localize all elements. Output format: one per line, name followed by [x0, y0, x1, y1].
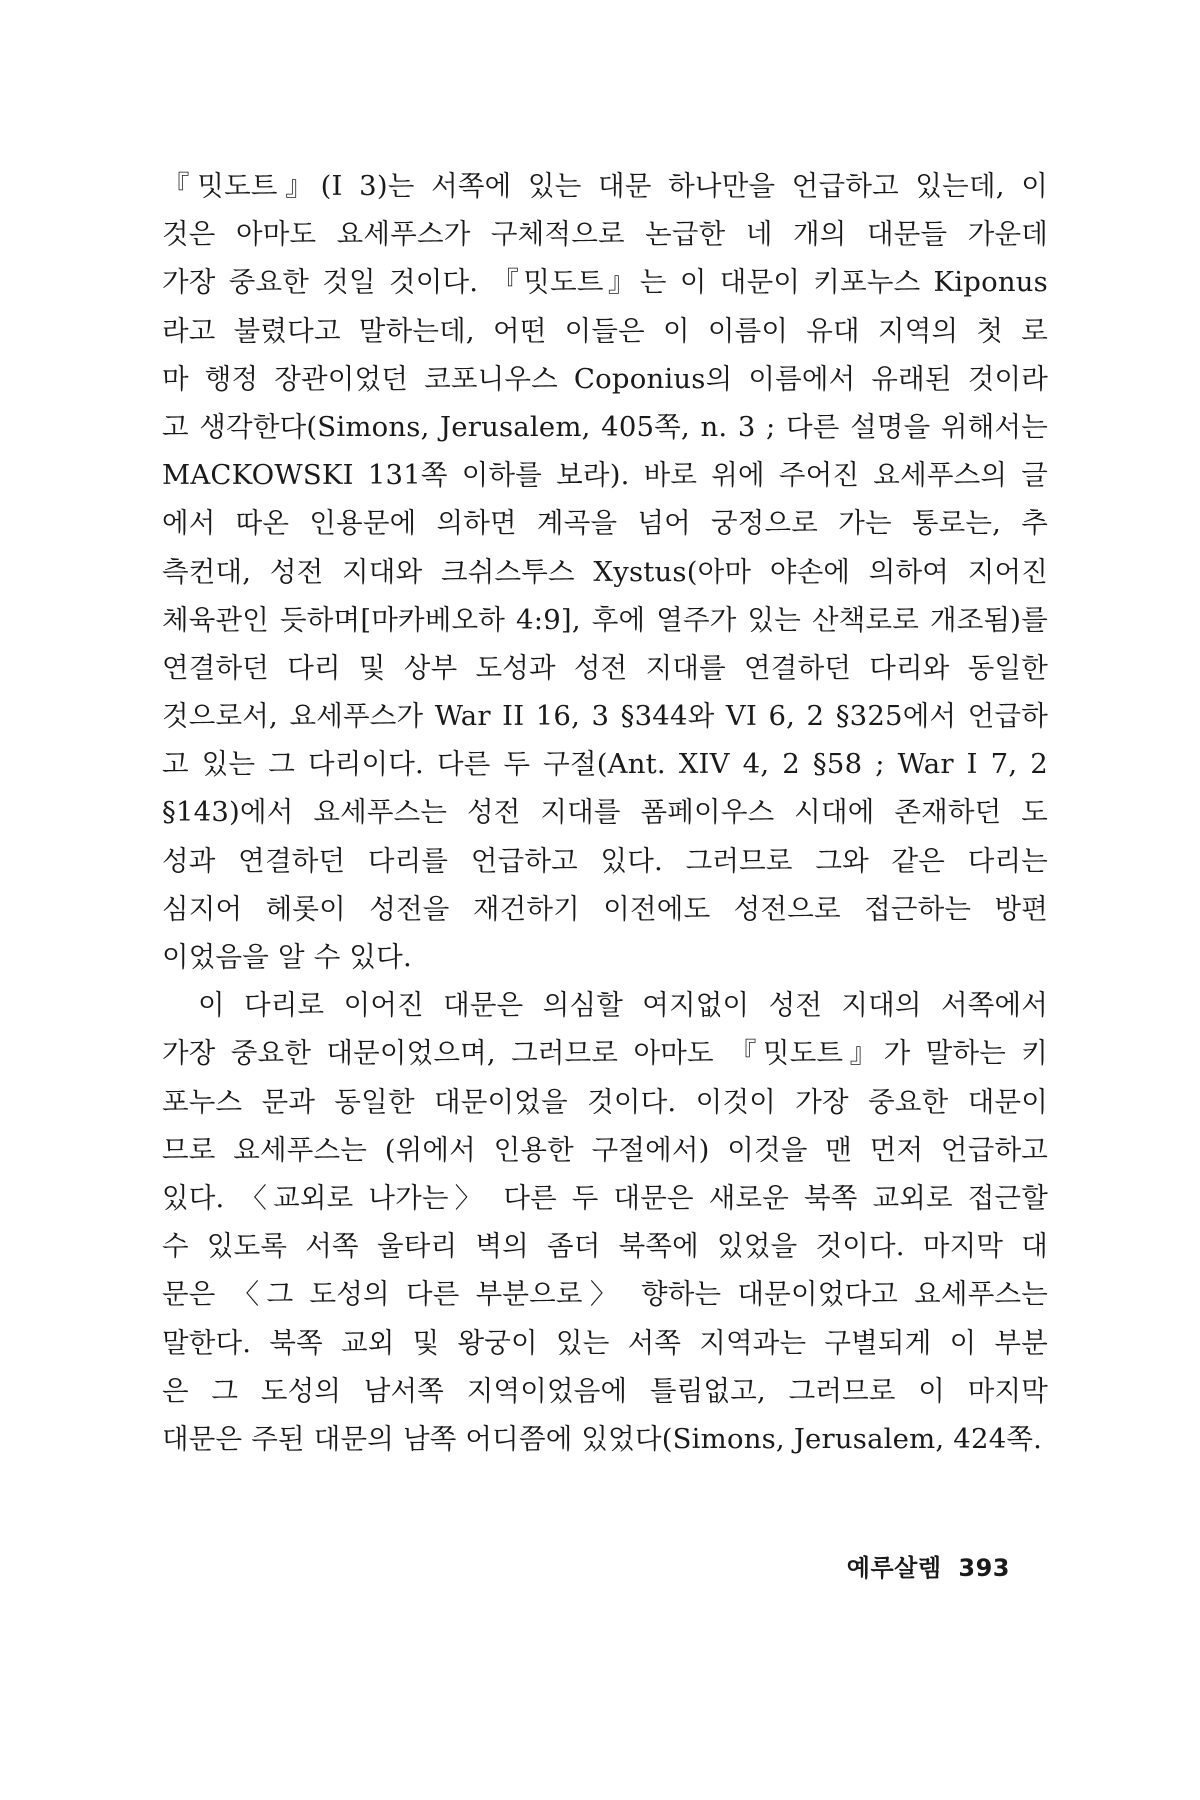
text-line: 문은 〈그 도성의 다른 부분으로〉 향하는 대문이었다고 요세푸스는 [162, 1278, 1048, 1311]
text-line: 은 그 도성의 남서쪽 지역이었음에 틀림없고, 그러므로 이 마지막 [162, 1374, 1048, 1407]
text-line: 체육관인 듯하며[마카베오하 4:9], 후에 열주가 있는 산책로로 개조됨)를 [162, 603, 1048, 636]
text-line: 마 행정 장관이었던 코포니우스 Coponius의 이름에서 유래된 것이라 [162, 362, 1048, 395]
text-line: 포누스 문과 동일한 대문이었을 것이다. 이것이 가장 중요한 대문이 [162, 1085, 1048, 1118]
text-line: 이 다리로 이어진 대문은 의심할 여지없이 성전 지대의 서쪽에서 [198, 989, 1048, 1022]
text-line: 말한다. 북쪽 교외 및 왕궁이 있는 서쪽 지역과는 구별되게 이 부분 [162, 1326, 1048, 1359]
text-line: 대문은 주된 대문의 남쪽 어디쯤에 있었다(Simons, Jerusalem, 424쪽. [162, 1422, 1043, 1455]
text-line: 성과 연결하던 다리를 언급하고 있다. 그러므로 그와 같은 다리는 [162, 844, 1048, 877]
paragraph [162, 981, 1048, 1463]
text-line: 것으로서, 요세푸스가 War II 16, 3 §344와 VI 6, 2 §325에서 언급하 [162, 700, 1048, 733]
body-text [162, 162, 1048, 1463]
paragraph [162, 162, 1048, 981]
text-line: 에서 따온 인용문에 의하면 계곡을 넘어 궁정으로 가는 통로는, 추 [162, 507, 1048, 540]
text-line: 고 생각한다(Simons, Jerusalem, 405쪽, n. 3 ; 다른 설명을 위해서는 [162, 410, 1048, 443]
text-line: 가장 중요한 대문이었으며, 그러므로 아마도 『밋도트』가 말하는 키 [162, 1037, 1048, 1070]
text-line: MACKOWSKI 131쪽 이하를 보라). 바로 위에 주어진 요세푸스의 글 [162, 459, 1048, 492]
text-line: 『밋도트』(I 3)는 서쪽에 있는 대문 하나만을 언급하고 있는데, 이 [162, 170, 1048, 202]
text-line: 심지어 헤롯이 성전을 재건하기 이전에도 성전으로 접근하는 방편 [162, 892, 1048, 925]
text-line: §143)에서 요세푸스는 성전 지대를 폼페이우스 시대에 존재하던 도 [162, 796, 1048, 829]
text-line: 수 있도록 서쪽 울타리 벽의 좀더 북쪽에 있었을 것이다. 마지막 대 [162, 1230, 1048, 1263]
page-number: 393 [958, 1554, 1010, 1582]
running-title: 예루살렘 [846, 1554, 942, 1582]
text-line: 라고 불렸다고 말하는데, 어떤 이들은 이 이름이 유대 지역의 첫 로 [162, 314, 1048, 347]
text-line: 이었음을 알 수 있다. [162, 941, 412, 973]
text-line: 것은 아마도 요세푸스가 구체적으로 논급한 네 개의 대문들 가운데 [162, 218, 1048, 251]
running-footer [847, 1548, 1010, 1583]
text-line: 고 있는 그 다리이다. 다른 두 구절(Ant. XIV 4, 2 §58 ; War I 7, 2 [162, 748, 1048, 781]
text-line: 있다. 〈교외로 나가는〉 다른 두 대문은 새로운 북쪽 교외로 접근할 [162, 1181, 1048, 1214]
text-line: 연결하던 다리 및 상부 도성과 성전 지대를 연결하던 다리와 동일한 [162, 651, 1048, 684]
text-line: 므로 요세푸스는 (위에서 인용한 구절에서) 이것을 맨 먼저 언급하고 [162, 1133, 1048, 1166]
text-line: 측컨대, 성전 지대와 크쉬스투스 Xystus(아마 야손에 의하여 지어진 [162, 555, 1048, 588]
paragraph-container [162, 162, 1048, 1463]
text-line: 가장 중요한 것일 것이다. 『밋도트』는 이 대문이 키포누스 Kiponus [162, 266, 1048, 299]
